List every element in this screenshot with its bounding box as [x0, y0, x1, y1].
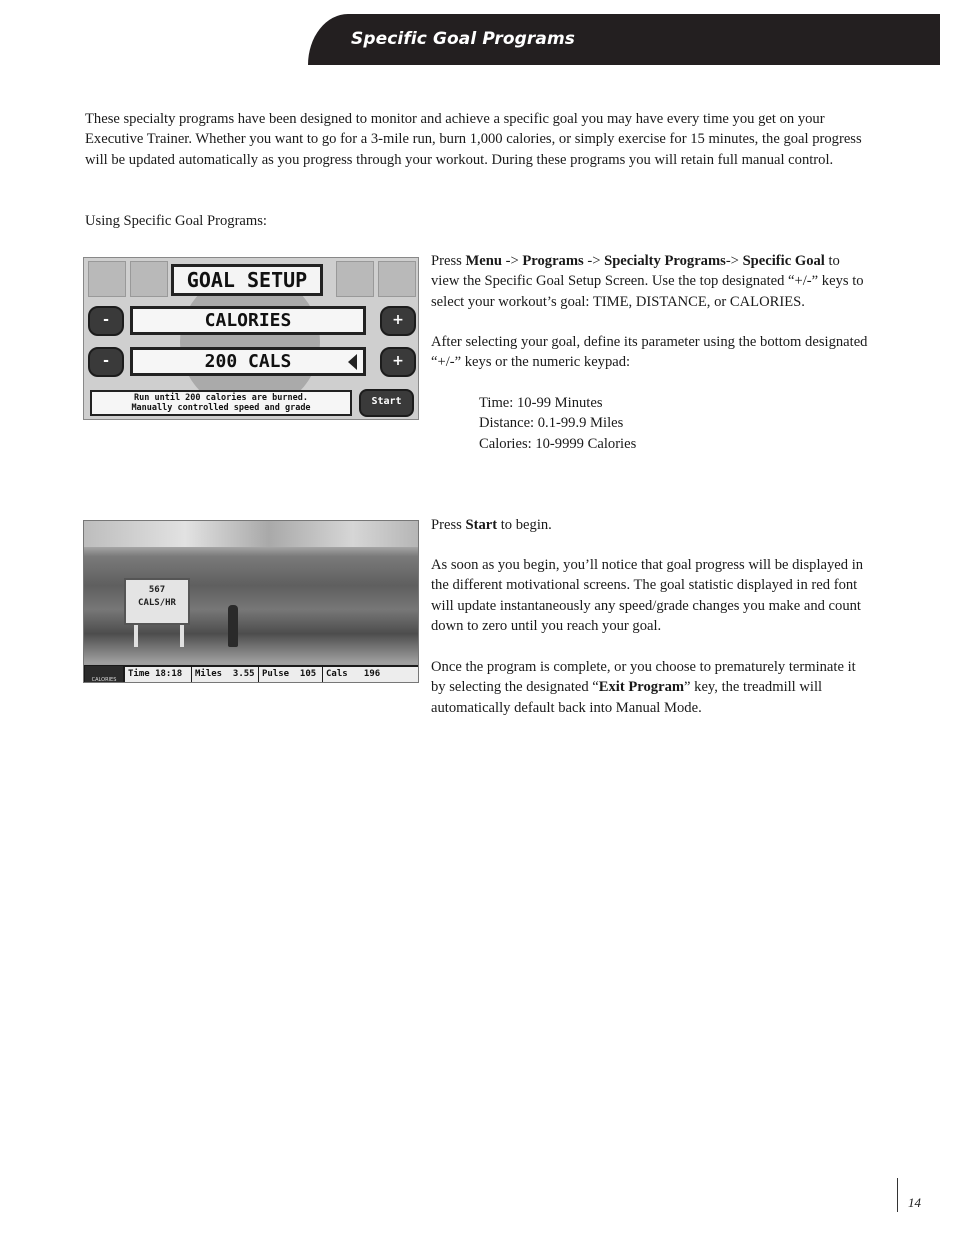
goal-setup-screen-image	[83, 257, 419, 420]
text: to begin.	[497, 517, 552, 533]
stat-cals: Cals 196	[323, 667, 418, 682]
param-plus-button: +	[380, 347, 416, 377]
workout-screen-image	[83, 520, 419, 683]
bg-tile	[378, 261, 416, 297]
goal-message-line2: Manually controlled speed and grade	[131, 403, 311, 413]
range-item-calories: Calories: 10-9999 Calories	[479, 435, 637, 452]
text: ->	[501, 253, 523, 269]
sign-value: 567	[148, 585, 166, 595]
goal-message-line1: Run until 200 calories are burned.	[134, 393, 308, 403]
sign-post	[134, 625, 138, 647]
cursor-arrow-icon	[348, 354, 357, 370]
text: Once the program is complete, or you choose to prematurely terminate it by selecting the designated “	[431, 659, 856, 696]
text: ->	[725, 253, 743, 269]
step2-progress: As soon as you begin, you’ll notice that goal progress will be displayed in the different motivational screens. The goal statistic displayed in red font will update instantaneously any speed/grade changes you make and count down to zero until you reach your goal.	[431, 557, 864, 635]
exit-program-term: Exit Program	[598, 679, 685, 696]
page-number: 14	[908, 1195, 921, 1210]
stat-miles: Miles 3.55	[192, 667, 258, 682]
calorie-rate-sign	[124, 578, 190, 625]
sky-area	[84, 521, 419, 547]
goal-param-value: 200 CALS	[204, 351, 292, 372]
goal-minus-button: -	[88, 306, 124, 336]
section-banner	[308, 14, 940, 65]
step2-complete	[431, 657, 871, 718]
runner-figure	[228, 605, 238, 647]
goal-setup-title: GOAL SETUP	[171, 264, 323, 296]
menu-term: Menu	[465, 253, 502, 269]
step2-start	[431, 515, 871, 535]
goal-message-box	[90, 390, 352, 416]
goal-type-field	[130, 306, 366, 335]
goal-type-value: CALORIES	[204, 310, 292, 331]
text: ->	[583, 253, 605, 269]
programs-term: Programs	[522, 253, 584, 269]
specific-goal-term: Specific Goal	[742, 253, 825, 269]
footer-rule	[897, 1178, 898, 1212]
step1-after: After selecting your goal, define its parameter using the bottom designated “+/-” keys or the numeric keypad:	[431, 334, 868, 371]
intro-paragraph: These specialty programs have been designed to monitor and achieve a specific goal you may have every time you get on your Executive Trainer. Whether you want to go for a 3-mile run, burn 1,000 calories, or simply exercise for 15 minutes, the goal progress will be updated automatically as you progress through your workout. During these programs you will retain full manual control.	[85, 111, 862, 168]
stat-pulse: Pulse 105	[259, 667, 322, 682]
calorie-graph	[85, 666, 123, 683]
graph-label: CALORIES	[91, 677, 117, 683]
screen-start-button: Start	[359, 389, 414, 417]
text: Press	[431, 253, 462, 269]
stat-time: Time 18:18	[125, 667, 191, 682]
range-item-distance: Distance: 0.1-99.9 Miles	[479, 415, 624, 432]
bg-tile	[88, 261, 126, 297]
bg-tile	[130, 261, 168, 297]
section-title: Specific Goal Programs	[351, 29, 575, 49]
using-heading: Using Specific Goal Programs:	[85, 213, 267, 229]
text: to view the Specific Goal Setup Screen. Use the top designated “+/-” keys to select your workout’s goal: TIME, DISTANCE, or CALORIES.	[431, 253, 864, 310]
text: Press	[431, 517, 466, 533]
range-item-time: Time: 10-99 Minutes	[479, 395, 603, 411]
step1-instructions	[431, 251, 871, 312]
specialty-programs-term: Specialty Programs	[604, 253, 726, 269]
goal-plus-button: +	[380, 306, 416, 336]
goal-ranges-list	[479, 393, 636, 454]
sign-post	[180, 625, 184, 647]
goal-param-field	[130, 347, 366, 376]
bg-tile	[336, 261, 374, 297]
start-term: Start	[465, 517, 498, 533]
param-minus-button: -	[88, 347, 124, 377]
sign-unit: CALS/HR	[138, 598, 176, 608]
text: ” key, the treadmill will automatically default back into Manual Mode.	[431, 679, 823, 716]
